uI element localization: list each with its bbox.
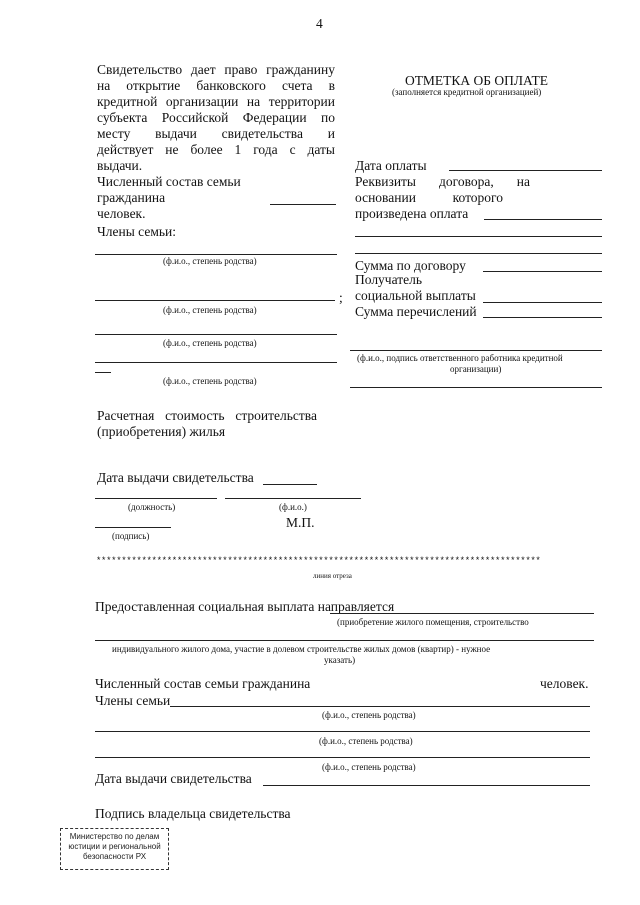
cost-label [97,408,317,440]
payout-caption-3: указать) [324,655,356,665]
payment-subtitle: (заполняется кредитной организацией) [392,87,542,97]
official-line-2 [350,387,602,388]
payout-caption: (приобретение жилого помещения, строительство [337,617,529,627]
payment-date-label: Дата оплаты [355,158,427,173]
page-number: 4 [316,16,323,31]
bottom-member-caption: (ф.и.о., степень родства) [319,736,413,746]
name-caption: (ф.и.о.) [279,502,307,512]
member-caption: (ф.и.о., степень родства) [163,338,257,348]
contract-word: основании [355,190,416,205]
contract-sum-field [483,271,602,272]
payout-field [330,613,594,614]
payout-label: Предоставленная социальная выплата направляется [95,599,395,614]
seal-mark: М.П. [286,515,315,530]
cost-line: (приобретения) жилья [97,424,226,439]
bottom-member-line [95,757,590,758]
bottom-member-caption: (ф.и.о., степень родства) [322,762,416,772]
contract-row [355,174,530,190]
family-size-label-2: гражданина [97,190,166,205]
bottom-issue-date-field [263,785,590,786]
contract-label [355,174,530,222]
intro-line: месту выдачи свидетельства и [97,126,335,141]
contract-sum-label: Сумма по договору [355,258,466,273]
contract-row [355,190,503,206]
bottom-family-size: Численный состав семьи гражданина [95,676,311,691]
bottom-issue-date: Дата выдачи свидетельства [95,771,252,786]
official-caption-2: организации) [450,364,502,374]
recipient-field [483,302,602,303]
payout-field-2 [95,640,594,641]
official-caption: (ф.и.о., подпись ответственного работника кредитной [357,353,563,363]
intro-line: кредитной организации на территории [97,94,335,109]
member-line-short [95,372,111,373]
contract-word: договора, [439,174,494,189]
transfer-sum-label: Сумма перечислений [355,304,477,319]
member-line [95,362,337,363]
cost-line: Расчетная стоимость строительства [97,408,317,423]
contract-field-3 [355,253,602,254]
member-caption: (ф.и.о., степень родства) [163,305,257,315]
intro-line: субъекта Российской Федерации по [97,110,335,125]
ministry-stamp [60,828,169,870]
position-line [95,498,217,499]
bottom-member-line [170,706,590,707]
contract-word: которого [452,190,503,205]
family-size-label: Численный состав семьи [97,174,241,189]
contract-row: произведена оплата [355,206,469,221]
intro-line: действует не более 1 года с даты [97,142,335,157]
stamp-line: Министерство по делам [69,832,160,841]
signature-caption: (подпись) [112,531,150,541]
cut-label: линия отреза [313,572,352,580]
bottom-family-unit: человек. [540,676,589,691]
member-caption: (ф.и.о., степень родства) [163,256,257,266]
signature-line [95,527,171,528]
members-label: Члены семьи: [97,224,176,239]
bottom-members-label: Члены семьи [95,693,171,708]
contract-word: Реквизиты [355,174,417,189]
member-line [95,334,337,335]
position-caption: (должность) [128,502,176,512]
intro-line: выдачи. [97,158,143,173]
family-size-field [270,204,336,205]
family-size-unit: человек. [97,206,146,221]
payment-date-field [449,170,602,171]
payout-caption-2: индивидуального жилого дома, участие в долевом строительстве жилых домов (квартир) - нужное [112,644,491,654]
member-line [95,300,335,301]
bottom-member-line [95,731,590,732]
transfer-sum-field [483,317,602,318]
contract-word: на [516,174,530,189]
contract-field-2 [355,236,602,237]
cut-stars: **************************************************************************************** [96,556,541,566]
intro-line: на открытие банковского счета в [97,78,335,93]
recipient-label: Получатель [355,272,423,287]
issue-date-field [263,484,317,485]
intro-line: Свидетельство дает право гражданину [97,62,335,77]
member-caption: (ф.и.о., степень родства) [163,376,257,386]
payment-title: ОТМЕТКА ОБ ОПЛАТЕ [405,73,549,88]
member-line [95,254,337,255]
issue-date-label: Дата выдачи свидетельства [97,470,254,485]
recipient-label-2: социальной выплаты [355,288,476,303]
intro-paragraph [97,62,335,174]
contract-field [484,219,602,220]
bottom-member-caption: (ф.и.о., степень родства) [322,710,416,720]
stamp-line: юстиции и региональной [68,842,161,851]
name-line [225,498,361,499]
stamp-line: безопасности РХ [82,852,147,861]
holder-signature-label: Подпись владельца свидетельства [95,806,291,821]
official-line [350,350,602,351]
member-semicolon: ; [339,290,343,305]
